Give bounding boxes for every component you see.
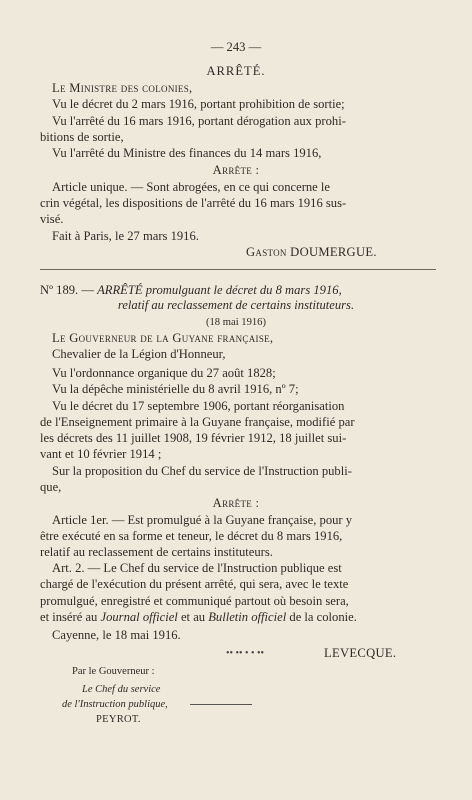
- signature: LEVECQUE.: [324, 646, 397, 660]
- decree-title-text: ARRÊTÉ promulguant le décret du 8 mars 1916,: [97, 283, 342, 297]
- leader-dots: •• •• • • ••: [226, 648, 265, 659]
- article-line: Article unique. — Sont abrogées, en ce qui concerne le: [52, 180, 331, 194]
- decree-date: (18 mai 1916): [205, 317, 267, 328]
- decree-number: Nº 189. —: [40, 283, 94, 297]
- visa-line: Vu l'arrêté du Ministre des finances du 14 mars 1916,: [52, 146, 322, 160]
- arrete-subheading: Arrête :: [212, 496, 260, 510]
- arrete-heading: ARRÊTÉ.: [206, 64, 266, 78]
- visa-line: bitions de sortie,: [40, 130, 124, 144]
- arrete-subheading: Arrête :: [212, 163, 260, 177]
- article-line: être exécuté en sa forme et teneur, le décret du 8 mars 1916,: [40, 529, 343, 543]
- journal-officiel: Journal officiel: [100, 610, 178, 624]
- visa-line: Sur la proposition du Chef du service de l'Instruction publi-: [52, 464, 352, 478]
- visa-line: les décrets des 11 juillet 1908, 19 février 1912, 18 juillet sui-: [40, 431, 347, 445]
- article-line: Article 1er. — Est promulgué à la Guyane française, pour y: [52, 513, 353, 527]
- visa-line: Vu le décret du 17 septembre 1906, portant réorganisation: [52, 399, 345, 413]
- decree-title: [40, 283, 342, 298]
- article-line: Art. 2. — Le Chef du service de l'Instruction publique est: [52, 561, 342, 575]
- article-line: crin végétal, les dispositions de l'arrêté du 16 mars 1916 sus-: [40, 196, 347, 210]
- decree-title-line2: relatif au reclassement de certains instituteurs.: [117, 298, 355, 312]
- governor-line-2: Chevalier de la Légion d'Honneur,: [52, 347, 226, 361]
- article-line: visé.: [40, 212, 64, 226]
- visa-line: vant et 10 février 1914 ;: [40, 447, 162, 461]
- visa-line: de l'Enseignement primaire à la Guyane française, modifié par: [40, 415, 355, 429]
- date-line: Fait à Paris, le 27 mars 1916.: [52, 229, 199, 243]
- date-line: Cayenne, le 18 mai 1916.: [52, 628, 181, 642]
- end-rule: [190, 704, 252, 705]
- signature: Gaston DOUMERGUE.: [246, 245, 377, 259]
- visa-line: Vu l'arrêté du 16 mars 1916, portant dérogation aux prohi-: [52, 114, 346, 128]
- bulletin-officiel: Bulletin officiel: [208, 610, 287, 624]
- article-line: relatif au reclassement de certains instituteurs.: [40, 545, 273, 559]
- visa-line: Vu l'ordonnance organique du 27 août 1828;: [52, 366, 276, 380]
- section-divider: [40, 269, 436, 270]
- text-fragment: de la colonie.: [289, 610, 357, 624]
- article-line-last: [40, 610, 357, 625]
- governor-line: [52, 331, 273, 346]
- text-fragment: et inséré au: [40, 610, 98, 624]
- governor-title: Le Gouverneur de la Guyane française,: [52, 331, 274, 345]
- visa-line: que,: [40, 480, 62, 494]
- minister-line: Le Ministre des colonies,: [52, 81, 193, 95]
- text-fragment: et au: [180, 610, 206, 624]
- par-le-gouverneur: Par le Gouverneur :: [72, 666, 155, 677]
- visa-line: Vu le décret du 2 mars 1916, portant prohibition de sortie;: [52, 97, 345, 111]
- article-line: chargé de l'exécution du présent arrêté, qui sera, avec le texte: [40, 577, 349, 591]
- chef-service-line2: de l'Instruction publique,: [62, 699, 168, 710]
- article-line: promulgué, enregistré et communiqué partout où besoin sera,: [40, 594, 349, 608]
- chef-service-name: PEYROT.: [96, 714, 141, 725]
- visa-line: Vu la dépêche ministérielle du 8 avril 1916, nº 7;: [52, 382, 299, 396]
- chef-service-line1: Le Chef du service: [82, 684, 161, 695]
- page-number: — 243 —: [210, 40, 262, 54]
